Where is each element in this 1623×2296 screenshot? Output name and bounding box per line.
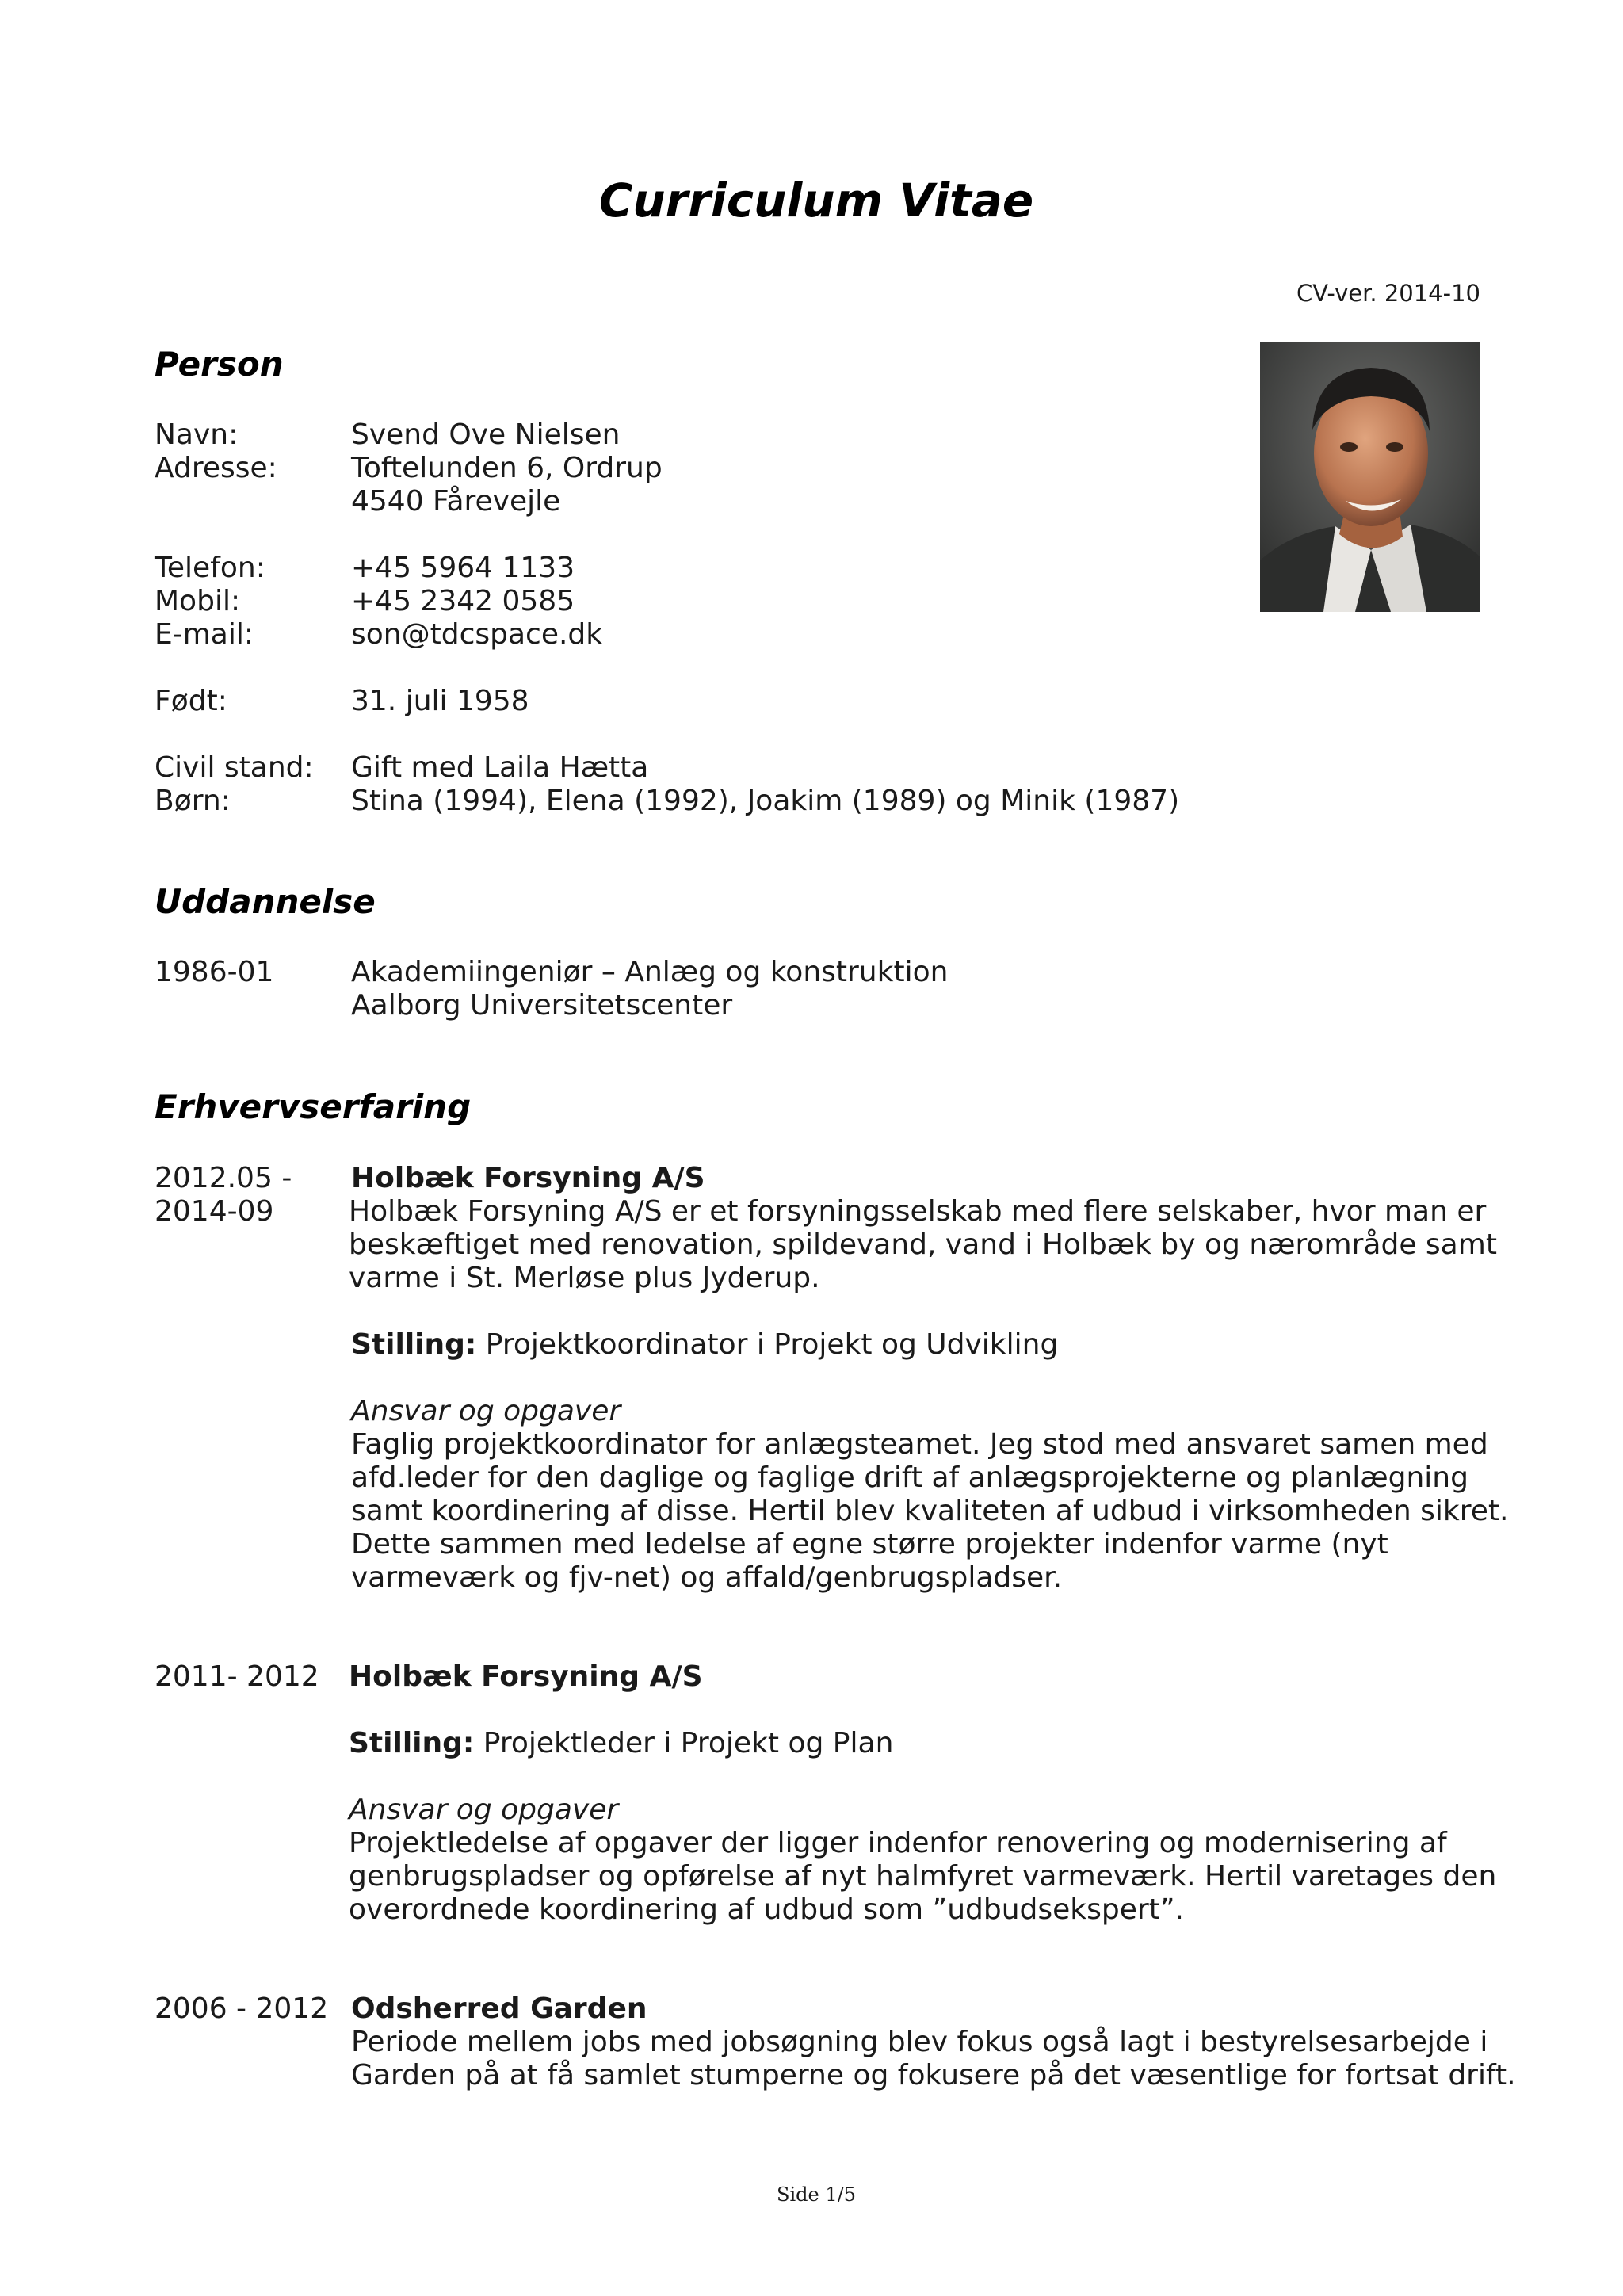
job-company: Holbæk Forsyning A/S: [351, 1162, 705, 1194]
portrait-photo: [1260, 342, 1480, 612]
field-label: Navn:: [155, 418, 239, 451]
page-number: Side 1/5: [777, 2183, 856, 2206]
education-school: Aalborg Universitetscenter: [351, 989, 733, 1022]
field-value: Stina (1994), Elena (1992), Joakim (1989) og Minik (1987): [351, 785, 1180, 817]
job-company: Odsherred Garden: [351, 1992, 647, 2025]
field-value: Svend Ove Nielsen: [351, 418, 621, 451]
position-value: Projektleder i Projekt og Plan: [474, 1727, 894, 1759]
field-value: 4540 Fårevejle: [351, 485, 561, 518]
job-duties-label: Ansvar og opgaver: [351, 1395, 621, 1427]
document-title: Curriculum Vitae: [598, 174, 1034, 227]
job-duties: Projektledelse af opgaver der ligger indenfor renovering og modernisering af genbrugspladser og opførelse af nyt halmfyret varmeværk. Hertil varetages den overordnede koordinering af udbud som ”udbudsekspert”.: [349, 1827, 1497, 1926]
field-value: +45 5964 1133: [351, 552, 575, 584]
field-label: Civil stand:: [155, 751, 314, 784]
field-label: Mobil:: [155, 585, 241, 617]
experience-heading: Erhvervserfaring: [155, 1087, 472, 1126]
field-value: Gift med Laila Hætta: [351, 751, 649, 784]
portrait-image: [1260, 342, 1480, 612]
job-date: 2012.05 - 2014-09: [155, 1162, 292, 1228]
position-label: Stilling:: [351, 1328, 477, 1361]
field-value: 31. juli 1958: [351, 685, 529, 717]
education-heading: Uddannelse: [155, 882, 376, 921]
field-label: Telefon:: [155, 552, 265, 584]
field-label: Børn:: [155, 785, 231, 817]
education-degree: Akademiingeniør – Anlæg og konstruktion: [351, 956, 949, 988]
job-date: 2006 - 2012: [155, 1992, 329, 2025]
job-description: Periode mellem jobs med jobsøgning blev fokus også lagt i bestyrelsesarbejde i Garden på at få samlet stumperne og fokusere på det væsentlige for fortsat drift.: [351, 2026, 1516, 2092]
job-duties: Faglig projektkoordinator for anlægsteamet. Jeg stod med ansvaret samen med afd.leder for den daglige og faglige drift af anlægsprojekterne og planlægning samt koordinering af disse. Hertil blev kvaliteten af udbud i virksomheden sikret. Dette sammen med ledelse af egne større projekter indenfor varme (nyt varmeværk og fjv-net) og affald/genbrugspladser.: [351, 1428, 1509, 1594]
job-description: Holbæk Forsyning A/S er et forsyningsselskab med flere selskaber, hvor man er beskæftiget med renovation, spildevand, vand i Holbæk by og nærområde samt varme i St. Merløse plus Jyderup.: [349, 1195, 1497, 1294]
position-label: Stilling:: [349, 1727, 475, 1759]
field-value: +45 2342 0585: [351, 585, 575, 617]
field-value: son@tdcspace.dk: [351, 618, 603, 651]
education-date: 1986-01: [155, 956, 274, 988]
job-position: [351, 1328, 1058, 1362]
job-date: 2011- 2012: [155, 1660, 319, 1693]
job-company: Holbæk Forsyning A/S: [349, 1660, 703, 1693]
field-value: Toftelunden 6, Ordrup: [351, 452, 663, 484]
field-label: Adresse:: [155, 452, 277, 484]
field-label: Født:: [155, 685, 227, 717]
field-label: E-mail:: [155, 618, 254, 651]
job-position: [349, 1727, 893, 1760]
cv-version: CV-ver. 2014-10: [1296, 280, 1480, 307]
position-value: Projektkoordinator i Projekt og Udvikling: [476, 1328, 1059, 1361]
person-heading: Person: [155, 345, 284, 384]
job-duties-label: Ansvar og opgaver: [349, 1794, 619, 1826]
